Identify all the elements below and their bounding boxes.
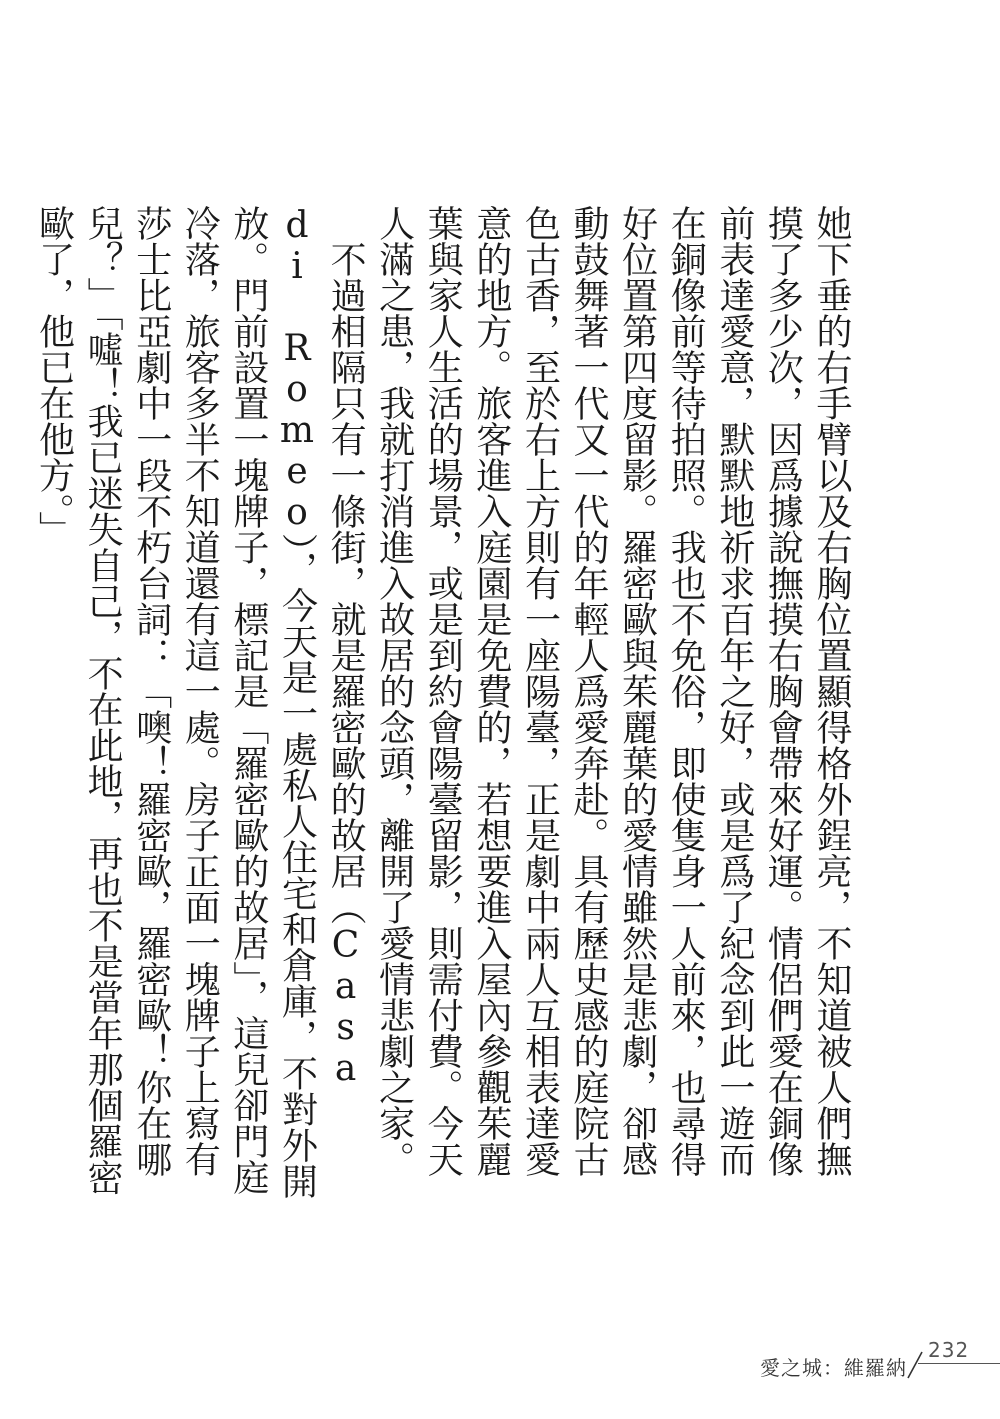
page-footer: [760, 1338, 1000, 1388]
paragraph-2: 不過相隔只有一條街，就是羅密歐的故居（Casa di Romeo），今天是一處私人住宅和倉庫，不對外開放。門前設置一塊牌子，標記是「羅密歐的故居」，這兒卻門庭冷落，旅客多半不知道還有這一處。房子正面一塊牌子上寫有莎士比亞劇中一段不朽台詞：「噢！羅密歐，羅密歐！你在哪兒？」「噓！我已迷失自己，不在此地，再也不是當年那個羅密歐了，他已在他方。」: [33, 205, 367, 1199]
chapter-title: 愛之城：維羅納: [760, 1356, 907, 1380]
footer-rule: [918, 1363, 1000, 1364]
body-text: [29, 205, 855, 1205]
paragraph-1: 她下垂的右手臂以及右胸位置顯得格外鋥亮，不知道被人們撫摸了多少次，因爲據說撫摸右胸會帶來好運。情侶們愛在銅像前表達愛意，默默地祈求百年之好，或是爲了紀念到此一遊而在銅像前等待拍照。我也不免俗，即使隻身一人前來，也尋得好位置第四度留影。羅密歐與茱麗葉的愛情雖然是悲劇，卻感動鼓舞著一代又一代的年輕人爲愛奔赴。具有歷史感的庭院古色古香，至於右上方則有一座陽臺，正是劇中兩人互相表達愛意的地方。旅客進入庭園是免費的，若想要進入屋內參觀茱麗葉與家人生活的場景，或是到約會陽臺留影，則需付費。今天人滿之患，我就打消進入故居的念頭，離開了愛情悲劇之家。: [373, 205, 852, 1177]
slash-divider-icon: [900, 1344, 930, 1384]
page-number: 232: [928, 1338, 970, 1362]
